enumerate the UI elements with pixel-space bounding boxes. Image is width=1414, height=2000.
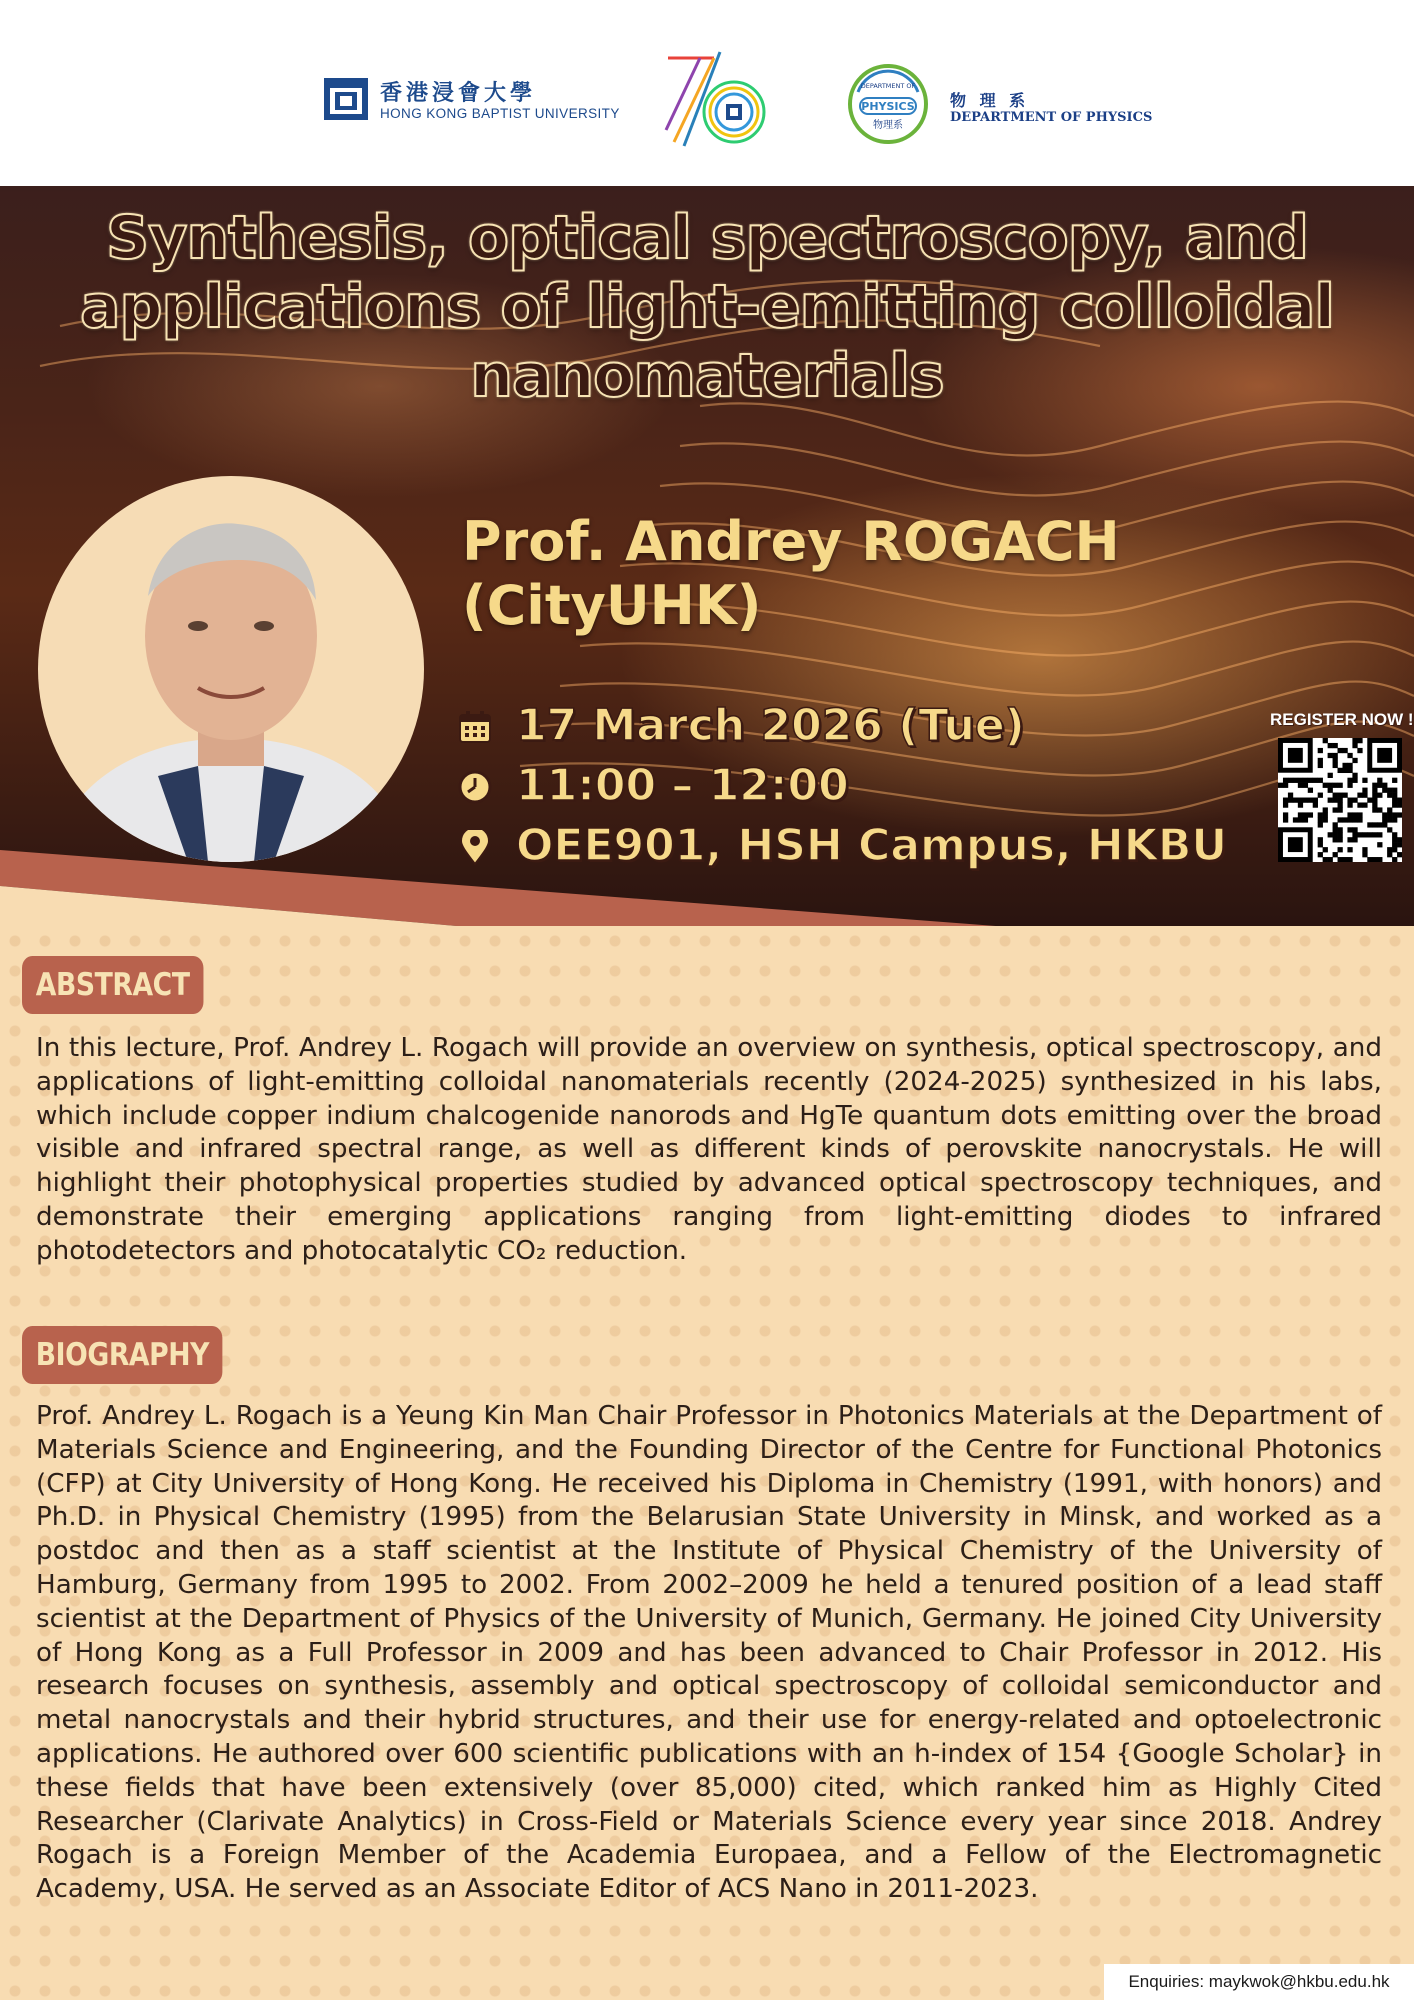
hkbu-crest-icon <box>322 76 370 124</box>
svg-text:DEPARTMENT OF: DEPARTMENT OF <box>860 82 916 90</box>
abstract-heading: ABSTRACT <box>22 956 203 1014</box>
hero-banner <box>0 186 1414 926</box>
abstract-text: In this lecture, Prof. Andrey L. Rogach will provide an overview on synthesis, optical spectroscopy, and applications of light-emitting colloidal nanomaterials recently (2024-2025) synthesized in his labs, which include copper indium chalcogenide nanorods and HgTe quantum dots emitting over the broad visible and infrared spectral range, as well as different kinds of perovskite nanocrystals. He will highlight their photophysical properties studied by advanced optical spectroscopy techniques, and demonstrate their emerging applications ranging from light-emitting diodes to infrared photodetectors and photocatalytic CO₂ reduction. <box>36 1033 1382 1266</box>
speaker-photo <box>38 476 424 862</box>
hkbu-chinese-name: 香港浸會大學 <box>380 80 537 106</box>
header-logo-bar <box>0 0 1414 186</box>
event-time: 11:00 – 12:00 <box>516 760 849 811</box>
anniversary-70-logo <box>660 50 770 150</box>
physics-department-logo <box>846 62 1166 146</box>
speaker-affiliation: (CityUHK) <box>462 574 762 637</box>
hkbu-english-name: HONG KONG BAPTIST UNIVERSITY <box>380 106 620 121</box>
speaker-block <box>462 510 1282 638</box>
physics-chinese-name: 物 理 系 <box>950 91 1030 110</box>
biography-heading: BIOGRAPHY <box>22 1326 223 1384</box>
event-title: Synthesis, optical spectroscopy, and applications of light-emitting colloidal nanomaterials <box>80 203 1334 411</box>
svg-text:PHYSICS: PHYSICS <box>861 100 915 113</box>
register-now-label: REGISTER NOW ! <box>1270 710 1414 729</box>
event-venue: OEE901, HSH Campus, HKBU <box>516 820 1228 871</box>
calendar-icon <box>458 710 492 744</box>
clock-icon <box>458 770 492 804</box>
hkbu-logo <box>322 76 632 128</box>
physics-badge-icon <box>846 62 930 146</box>
svg-text:物理系: 物理系 <box>873 120 903 131</box>
physics-english-name: DEPARTMENT OF PHYSICS <box>950 110 1153 125</box>
registration-qr-code[interactable] <box>1278 738 1402 862</box>
speaker-name: Prof. Andrey ROGACH <box>462 510 1120 573</box>
enquiries-contact: Enquiries: maykwok@hkbu.edu.hk <box>1104 1964 1414 2000</box>
biography-text: Prof. Andrey L. Rogach is a Yeung Kin Man Chair Professor in Photonics Materials at the Department of Materials Science and Engineering, and the Founding Director of the Centre for Functional Photonics (CFP) at City University of Hong Kong. He received his Diploma in Chemistry (1991, with honors) and Ph.D. in Physical Chemistry (1995) from the Belarusian State University in Minsk, and worked as a postdoc and then as a staff scientist at the Institute of Physical Chemistry of the University of Hamburg, Germany from 1995 to 2002. From 2002–2009 he held a tenured position of a lead staff scientist at the Department of Physics of the University of Munich, Germany. He joined City University of Hong Kong as a Full Professor in 2009 and has been advanced to Chair Professor in 2012. His research focuses on synthesis, assembly and optical spectroscopy of colloidal semiconductor and metal nanocrystals and their hybrid structures, and their use for energy-related and optoelectronic applications. He authored over 600 scientific publications with an h-index of 154 {Google Scholar} in these fields that have been extensively (over 85,000) cited, which ranked him as Highly Cited Researcher (Clarivate Analytics) in Cross-Field or Materials Science every year since 2018. Andrey Rogach is a Foreign Member of the Academia Europaea, and a Fellow of the Electromagnetic Academy, USA. He served as an Associate Editor of ACS Nano in 2011-2023. <box>36 1401 1382 1905</box>
event-date: 17 March 2026 (Tue) <box>516 700 1025 751</box>
